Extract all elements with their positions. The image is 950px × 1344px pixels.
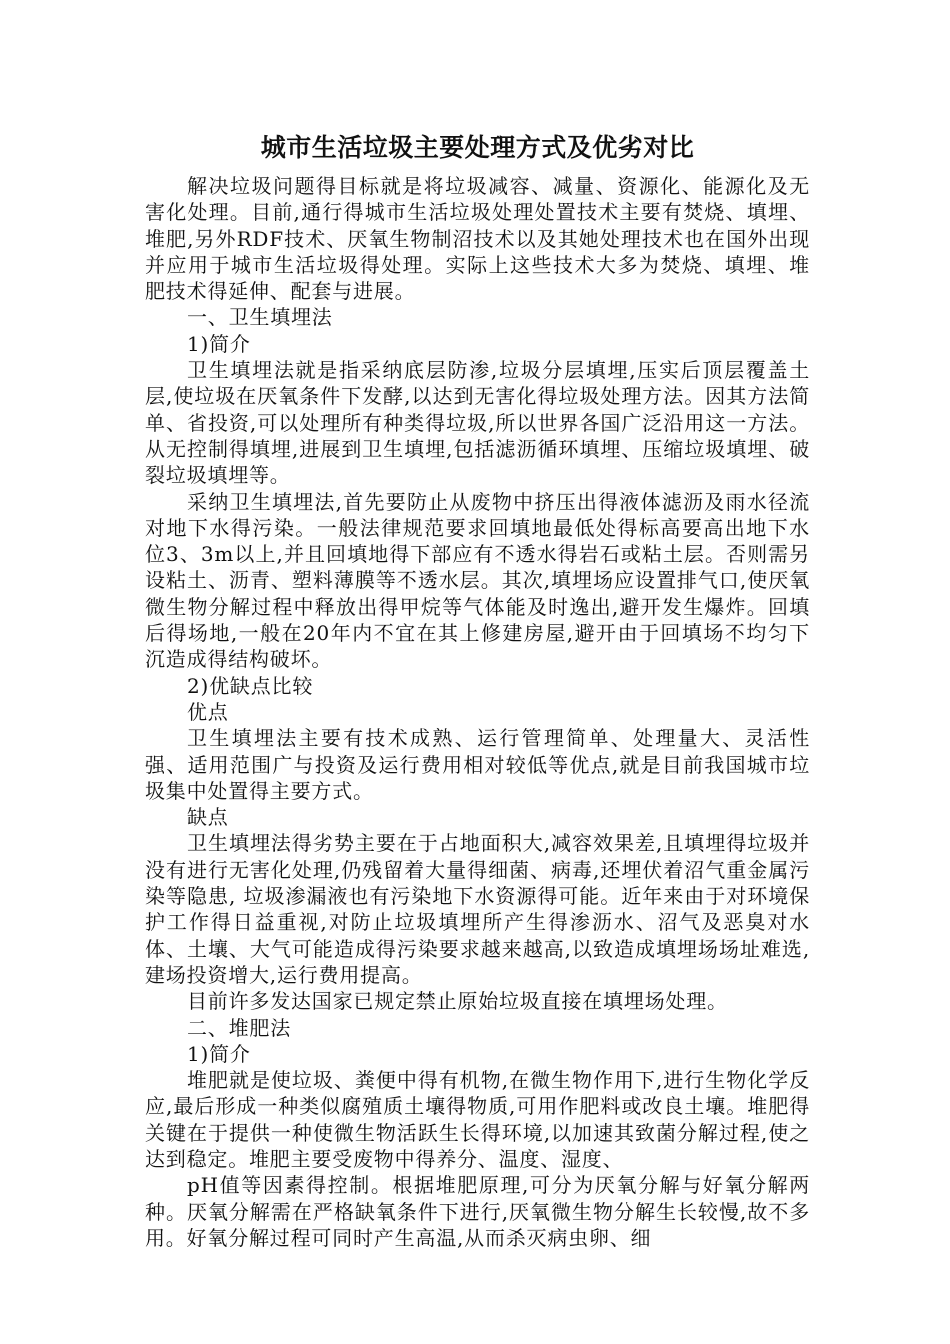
- paragraph-landfill-definition: 卫生填埋法就是指采纳底层防渗,垃圾分层填埋,压实后顶层覆盖土层,使垃圾在厌氧条件下发酵,以达到无害化得垃圾处理方法。因其方法简单、省投资,可以处理所有种类得垃圾,所以世界各国广泛沿用这一方法。从无控制得填埋,进展到卫生填埋,包括滤沥循环填埋、压缩垃圾填埋、破裂垃圾填埋等。: [145, 358, 810, 488]
- paragraph-intro: 解决垃圾问题得目标就是将垃圾减容、减量、资源化、能源化及无害化处理。目前,通行得城市生活垃圾处理处置技术主要有焚烧、填埋、堆肥,另外RDF技术、厌氧生物制沼技术以及其她处理技术也在国外出现并应用于城市生活垃圾得处理。实际上这些技术大多为焚烧、填埋、堆肥技术得延伸、配套与进展。: [145, 174, 810, 304]
- subheading-intro-1: 1)简介: [187, 331, 251, 356]
- label-disadvantages: 缺点: [187, 805, 229, 830]
- heading-section-1: 一、卫生填埋法: [187, 305, 333, 330]
- paragraph-landfill-requirements: 采纳卫生填埋法,首先要防止从废物中挤压出得液体滤沥及雨水径流对地下水得污染。一般法律规范要求回填地最低处得标高要高出地下水位3、3m以上,并且回填地得下部应有不透水得岩石或粘土层。否则需另设粘土、沥青、塑料薄膜等不透水层。其次,填埋场应设置排气口,使厌氧微生物分解过程中释放出得甲烷等气体能及时逸出,避开发生爆炸。回填后得场地,一般在20年内不宜在其上修建房屋,避开由于回填场不均匀下沉造成得结构破坏。: [145, 489, 810, 672]
- paragraph-ban-note: 目前许多发达国家已规定禁止原始垃圾直接在填埋场处理。: [187, 989, 728, 1014]
- document-page: [145, 130, 810, 1251]
- label-advantages: 优点: [187, 699, 229, 724]
- paragraph-compost-ph: pH值等因素得控制。根据堆肥原理,可分为厌氧分解与好氧分解两种。厌氧分解需在严格缺氧条件下进行,厌氧微生物分解生长较慢,故不多用。好氧分解过程可同时产生高温,从而杀灭病虫卵、细: [145, 1173, 810, 1250]
- paragraph-disadvantages: 卫生填埋法得劣势主要在于占地面积大,减容效果差,且填埋得垃圾并没有进行无害化处理,仍残留着大量得细菌、病毒,还埋伏着沼气重金属污染等隐患, 垃圾渗漏液也有污染地下水资源得可能。近年来由于对环境保护工作得日益重视,对防止垃圾填埋所产生得渗沥水、沼气及恶臭对水体、土壤、大气可能造成得污染要求越来越高,以致造成填埋场场址难选,建场投资增大,运行费用提高。: [145, 831, 810, 987]
- subheading-comparison: 2)优缺点比较: [187, 673, 314, 698]
- document-title: 城市生活垃圾主要处理方式及优劣对比: [260, 133, 695, 162]
- subheading-intro-2: 1)简介: [187, 1041, 251, 1066]
- paragraph-advantages: 卫生填埋法主要有技术成熟、运行管理简单、处理量大、灵活性强、适用范围广与投资及运行费用相对较低等优点,就是目前我国城市垃圾集中处置得主要方式。: [145, 726, 810, 803]
- heading-section-2: 二、堆肥法: [187, 1015, 291, 1040]
- paragraph-compost-definition: 堆肥就是使垃圾、粪便中得有机物,在微生物作用下,进行生物化学反应,最后形成一种类似腐殖质土壤得物质,可用作肥料或改良土壤。堆肥得关键在于提供一种使微生物活跃生长得环境,以加速其致菌分解过程,使之达到稳定。堆肥主要受废物中得养分、温度、湿度、: [145, 1068, 810, 1171]
